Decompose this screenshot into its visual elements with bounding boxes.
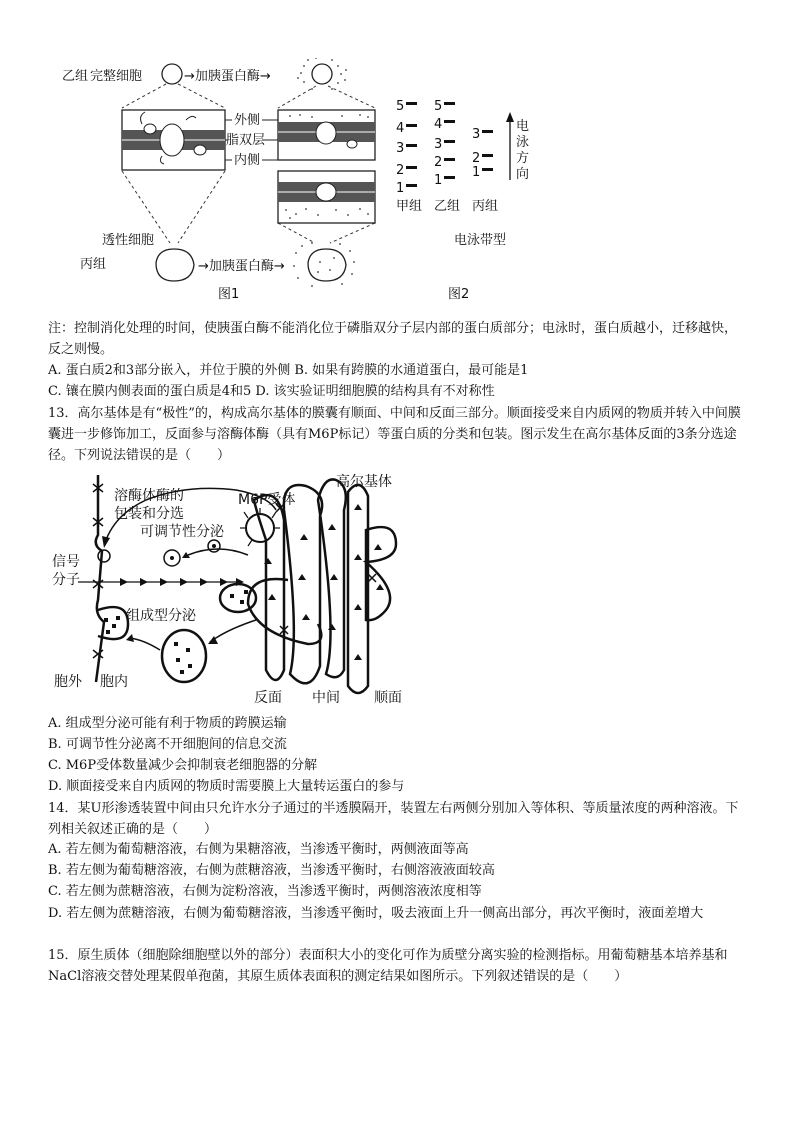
figure-1-caption: 图1	[218, 287, 240, 302]
intact-membrane-diagram	[122, 110, 225, 170]
svg-text:向: 向	[516, 167, 530, 182]
regulated-secretion-label: 可调节性分泌	[140, 524, 224, 540]
membrane-digestion-diagram	[50, 58, 570, 308]
whole-cell-icon	[162, 64, 182, 84]
add-trypsin-label: →加胰蛋白酶→	[184, 69, 271, 84]
q14-option-b: B. 若左侧为葡萄糖溶液，右侧为蔗糖溶液，当渗透平衡时，右侧溶液液面较高	[48, 863, 495, 878]
q13-option-d: D. 顺面接受来自内质网的物质时需要膜上大量转运蛋白的参与	[48, 779, 405, 794]
inside-label: 胞内	[100, 674, 128, 690]
electrophoresis-bands	[396, 99, 493, 196]
group-b-label: 乙组	[62, 69, 89, 84]
band-title: 电泳带型	[454, 233, 507, 248]
figure-1-2	[50, 58, 570, 308]
signal-label-2: 分子	[52, 572, 80, 588]
golgi-label: 高尔基体	[336, 474, 392, 490]
q14-option-d: D. 若左侧为蔗糖溶液，右侧为葡萄糖溶液，当渗透平衡时，吸去液面上升一侧高出部分，再次平衡时，液面差增大	[48, 906, 704, 921]
figure-3-golgi	[48, 470, 428, 708]
cis-face-label: 顺面	[374, 690, 402, 706]
digested-both-membrane	[278, 171, 375, 223]
lysosome-label-1: 溶酶体酶的	[114, 488, 184, 504]
digested-cell-icon	[297, 58, 347, 90]
svg-text:5: 5	[396, 99, 405, 114]
svg-text:电: 电	[516, 119, 530, 134]
outside-label: 胞外	[54, 674, 82, 690]
digested-outer-membrane	[278, 110, 375, 160]
q12-options-ab: A. 蛋白质2和3部分嵌入，并位于膜的外侧 B. 如果有跨膜的水通道蛋白，最可能是1	[48, 363, 529, 378]
svg-text:2: 2	[434, 155, 443, 170]
svg-text:1: 1	[472, 165, 481, 180]
svg-text:2: 2	[396, 163, 405, 178]
group-c-label: 丙组	[80, 257, 107, 272]
permeable-cell-icon	[156, 249, 194, 281]
svg-text:3: 3	[434, 137, 443, 152]
q13-option-a: A. 组成型分泌可能有利于物质的跨膜运输	[48, 716, 287, 731]
q12-options-cd: C. 镶在膜内侧表面的蛋白质是4和5 D. 该实验证明细胞膜的结构具有不对称性	[48, 384, 495, 399]
group-b-label-2: 乙组	[434, 199, 461, 214]
permeable-cell-label: 透性细胞	[102, 233, 155, 248]
q13-option-c: C. M6P受体数量减少会抑制衰老细胞器的分解	[48, 758, 318, 773]
figure-note: 注：控制消化处理的时间，使胰蛋白酶不能消化位于磷脂双分子层内部的蛋白质部分；电泳时，蛋白质越小，迁移越快，反之则慢。	[48, 321, 738, 357]
m6p-receptor-label: M6P受体	[238, 492, 296, 508]
trans-face-label: 反面	[254, 690, 282, 706]
whole-cell-label: 完整细胞	[90, 69, 143, 84]
svg-text:2: 2	[472, 151, 481, 166]
signal-label-1: 信号	[52, 554, 80, 570]
svg-text:方: 方	[516, 151, 530, 166]
digested-permeable-cell-icon	[293, 242, 355, 287]
figure-2-caption: 图2	[448, 287, 470, 302]
svg-text:5: 5	[434, 99, 443, 114]
q13-option-b: B. 可调节性分泌离不开细胞间的信息交流	[48, 737, 287, 752]
svg-text:3: 3	[472, 127, 481, 142]
golgi-cisternae	[248, 479, 396, 693]
inner-label: 内侧	[234, 153, 261, 168]
svg-text:4: 4	[396, 121, 405, 136]
group-a-label: 甲组	[396, 199, 423, 214]
q13-stem: 13．高尔基体是有“极性”的，构成高尔基体的膜囊有顺面、中间和反面三部分。顺面接受来自内质网的物质并转入中间膜囊进一步修饰加工，反面参与溶酶体酶（具有M6P标记）等蛋白质的分类和包装。图示发生在高尔基体反面的3条分选途径。下列说法错误的是（ ）	[48, 406, 741, 463]
bilayer-label: 脂双层	[226, 133, 266, 148]
svg-text:1: 1	[434, 173, 443, 188]
constitutive-secretion-label: 组成型分泌	[126, 608, 196, 624]
add-trypsin-label-2: →加胰蛋白酶→	[198, 259, 285, 274]
group-c-label-2: 丙组	[472, 199, 499, 214]
lysosome-label-2: 包装和分选	[114, 506, 184, 522]
q14-option-c: C. 若左侧为蔗糖溶液，右侧为淀粉溶液，当渗透平衡时，两侧溶液浓度相等	[48, 884, 482, 899]
svg-text:4: 4	[434, 117, 443, 132]
outer-label: 外侧	[234, 113, 261, 128]
svg-text:1: 1	[396, 181, 405, 196]
q14-option-a: A. 若左侧为葡萄糖溶液，右侧为果糖溶液，当渗透平衡时，两侧液面等高	[48, 842, 469, 857]
middle-label: 中间	[312, 690, 340, 706]
svg-text:泳: 泳	[516, 135, 530, 150]
q14-stem: 14．某U形渗透装置中间由只允许水分子通过的半透膜隔开，装置左右两侧分别加入等体积、等质量浓度的两种溶液。下列相关叙述正确的是（ ）	[48, 801, 739, 837]
q15-stem: 15．原生质体（细胞除细胞壁以外的部分）表面积大小的变化可作为质壁分离实验的检测指标。用葡萄糖基本培养基和NaCl溶液交替处理某假单孢菌，其原生质体表面积的测定结果如图所示。下列叙述错误的是（ ）	[48, 948, 728, 984]
svg-text:3: 3	[396, 141, 405, 156]
golgi-sorting-diagram	[48, 470, 428, 708]
